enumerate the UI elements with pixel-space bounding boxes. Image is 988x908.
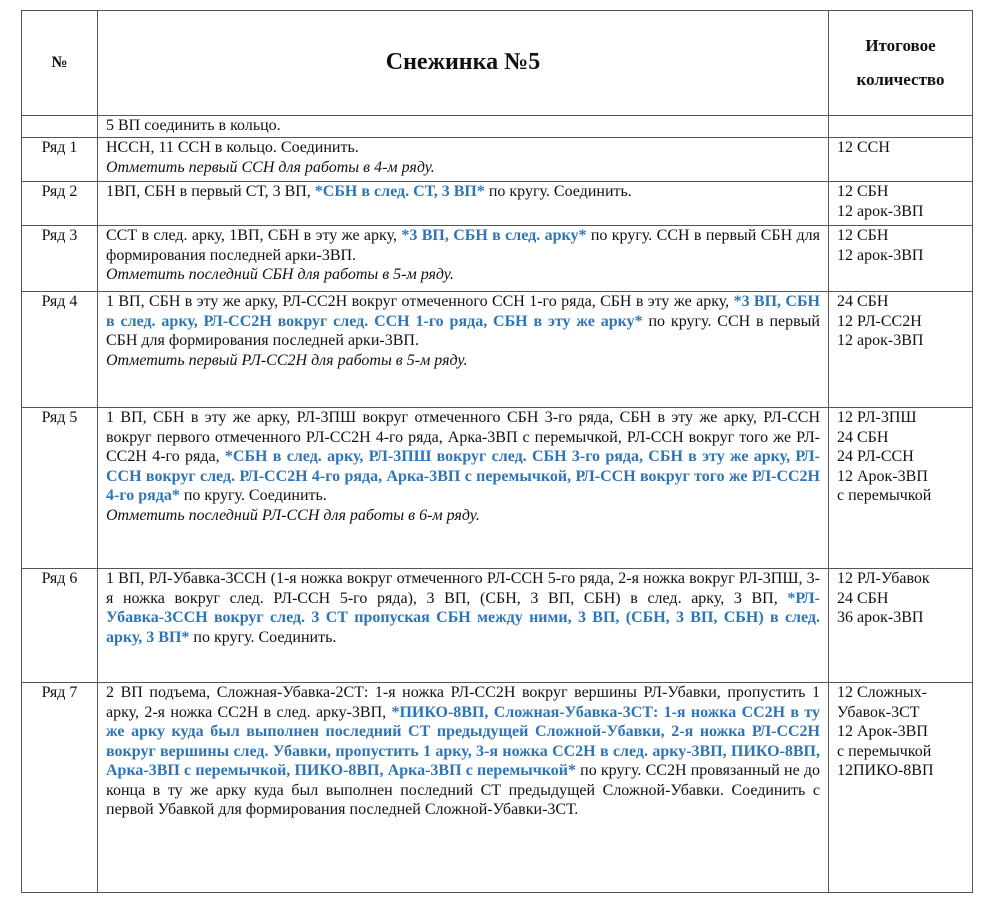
header-total <box>829 11 973 116</box>
instruction-repeat: *СБН в след. СТ, 3 ВП* <box>314 183 485 200</box>
row-totals <box>829 292 973 408</box>
row-totals <box>829 569 973 683</box>
row-label: Ряд 4 <box>22 292 98 408</box>
instruction-note: Отметить первый ССН для работы в 4-м ряду. <box>106 158 435 176</box>
instruction-text: НССН, 11 ССН в кольцо. Соединить. <box>106 139 359 156</box>
row-label: Ряд 3 <box>22 226 98 292</box>
table-row <box>22 569 973 683</box>
instruction-text-end: по кругу. Соединить. <box>189 628 337 646</box>
total-item: 12 СБН <box>837 183 889 200</box>
row-label: Ряд 1 <box>22 138 98 182</box>
instruction-text-end: по кругу. Соединить. <box>484 183 632 200</box>
total-item: 12 РЛ-СС2Н <box>837 312 922 330</box>
table-row <box>22 138 973 182</box>
table-row <box>22 182 973 226</box>
row-instructions <box>98 226 829 292</box>
instruction-text-end: по кругу. ССН в первый СБН для формирования последней арки-3ВП. <box>106 312 820 349</box>
total-item: 12ПИКО-8ВП <box>837 762 934 779</box>
row-label: Ряд 2 <box>22 182 98 226</box>
header-total-line1: Итоговое <box>865 36 936 55</box>
total-item: 12 РЛ-3ПШ <box>837 409 917 426</box>
intro-total <box>829 116 973 138</box>
total-item: Убавок-3СТ <box>837 703 920 721</box>
intro-row <box>22 116 973 138</box>
row-totals <box>829 182 973 226</box>
total-item: с перемычкой <box>837 487 932 504</box>
instruction-text: 2 ВП подъема, Сложная-Убавка-2СТ: 1-я ножка РЛ-СС2Н вокруг вершины РЛ-Убавки, пропустить 1 арку, 2-я ножка СС2Н в след. арку-3ВП, <box>106 684 820 721</box>
total-item: 24 СБН <box>837 589 889 607</box>
instruction-repeat: *СБН в след. арку, РЛ-3ПШ вокруг след. СБН 3-го ряда, СБН в эту же арку, РЛ-ССН вокруг след. РЛ-СС2Н 4-го ряда, Арка-3ВП с перемычкой, РЛ-ССН вокруг того же РЛ-СС2Н 4-го ряда* <box>106 448 820 504</box>
instruction-repeat: *3 ВП, СБН в след. арку, РЛ-СС2Н вокруг след. ССН 1-го ряда, СБН в эту же арку* <box>106 293 821 330</box>
table-row <box>22 292 973 408</box>
row-instructions <box>98 292 829 408</box>
total-item: 12 Сложных- <box>837 684 927 701</box>
instruction-text: 1 ВП, СБН в эту же арку, РЛ-СС2Н вокруг отмеченного ССН 1-го ряда, СБН в эту же арку, <box>106 293 734 310</box>
total-item: 12 РЛ-Убавок <box>837 570 930 587</box>
table-row <box>22 408 973 569</box>
header-row <box>22 11 973 116</box>
total-item: 24 РЛ-ССН <box>837 448 914 465</box>
header-number: № <box>22 11 98 116</box>
total-item: 12 СБН <box>837 227 889 244</box>
instruction-note: Отметить последний СБН для работы в 5-м ряду. <box>106 266 454 283</box>
header-total-line2: количество <box>856 70 945 89</box>
instruction-text-end: по кругу. Соединить. <box>179 487 327 504</box>
row-instructions <box>98 182 829 226</box>
row-instructions <box>98 408 829 569</box>
row-instructions <box>98 569 829 683</box>
instruction-note: Отметить первый РЛ-СС2Н для работы в 5-м ряду. <box>106 351 468 369</box>
total-item: 12 арок-3ВП <box>837 246 924 264</box>
intro-text: 5 ВП соединить в кольцо. <box>98 116 829 138</box>
pattern-title: Снежинка №5 <box>98 11 829 116</box>
total-item: 24 СБН <box>837 293 889 310</box>
instruction-text: ССТ в след. арку, 1ВП, СБН в эту же арку, <box>106 227 402 244</box>
intro-label <box>22 116 98 138</box>
row-totals <box>829 138 973 182</box>
instruction-text: 1ВП, СБН в первый СТ, 3 ВП, <box>106 183 315 200</box>
total-item: 12 арок-3ВП <box>837 202 924 220</box>
table-row <box>22 226 973 292</box>
total-item: 36 арок-3ВП <box>837 609 924 626</box>
instruction-text: 1 ВП, РЛ-Убавка-3ССН (1-я ножка вокруг отмеченного РЛ-ССН 5-го ряда, 2-я ножка вокруг РЛ-3ПШ, 3-я ножка вокруг след. РЛ-ССН 5-го ряда), 3 ВП, (СБН, 3 ВП, СБН) в след. арку, 3 ВП, <box>106 570 820 607</box>
row-totals <box>829 683 973 893</box>
row-totals <box>829 226 973 292</box>
instruction-repeat: *ПИКО-8ВП, Сложная-Убавка-3СТ: 1-я ножка СС2Н в ту же арку куда был выполнен последний СТ предыдущей Сложной-Убавки, 2-я ножка РЛ-СС2Н вокруг вершины след. Убавки, пропустить 1 арку, 3-я ножка СС2Н в след. арку-3ВП, ПИКО-8ВП, Арка-3ВП с перемычкой, ПИКО-8ВП, Арка-3ВП с перемычкой* <box>106 703 820 779</box>
pattern-table <box>21 10 973 893</box>
total-item: 12 ССН <box>837 139 890 156</box>
total-item: 12 Арок-3ВП <box>837 723 928 740</box>
total-item: 24 СБН <box>837 428 889 446</box>
total-item: с перемычкой <box>837 742 932 760</box>
row-label: Ряд 5 <box>22 408 98 569</box>
instruction-text-end: по кругу. ССН в первый СБН для формирования последней арки-3ВП. <box>106 227 821 264</box>
instruction-note: Отметить последний РЛ-ССН для работы в 6-м ряду. <box>106 506 480 524</box>
table-row <box>22 683 973 893</box>
row-instructions <box>98 683 829 893</box>
row-label: Ряд 7 <box>22 683 98 893</box>
instruction-repeat: *РЛ-Убавка-3ССН вокруг след. 3 СТ пропуская СБН между ними, 3 ВП, (СБН, 3 ВП, СБН) в след. арку, 3 ВП* <box>106 589 820 646</box>
row-instructions <box>98 138 829 182</box>
row-totals <box>829 408 973 569</box>
instruction-repeat: *3 ВП, СБН в след. арку* <box>401 227 587 244</box>
total-item: 12 Арок-3ВП <box>837 467 928 485</box>
row-label: Ряд 6 <box>22 569 98 683</box>
instruction-text-end: по кругу. СС2Н провязанный не до конца в ту же арку куда был выполнен последний СТ предыдущей Сложной-Убавки. Соединить с первой Убавкой для формирования последней Сложной-Убавки-3СТ. <box>106 762 820 818</box>
instruction-text: 1 ВП, СБН в эту же арку, РЛ-3ПШ вокруг отмеченного СБН 3-го ряда, СБН в эту же арку, РЛ-ССН вокруг первого отмеченного РЛ-СС2Н 4-го ряда, Арка-3ВП с перемычкой, РЛ-ССН вокруг того же РЛ-СС2Н 4-го ряда, <box>106 409 820 465</box>
total-item: 12 арок-3ВП <box>837 332 924 349</box>
